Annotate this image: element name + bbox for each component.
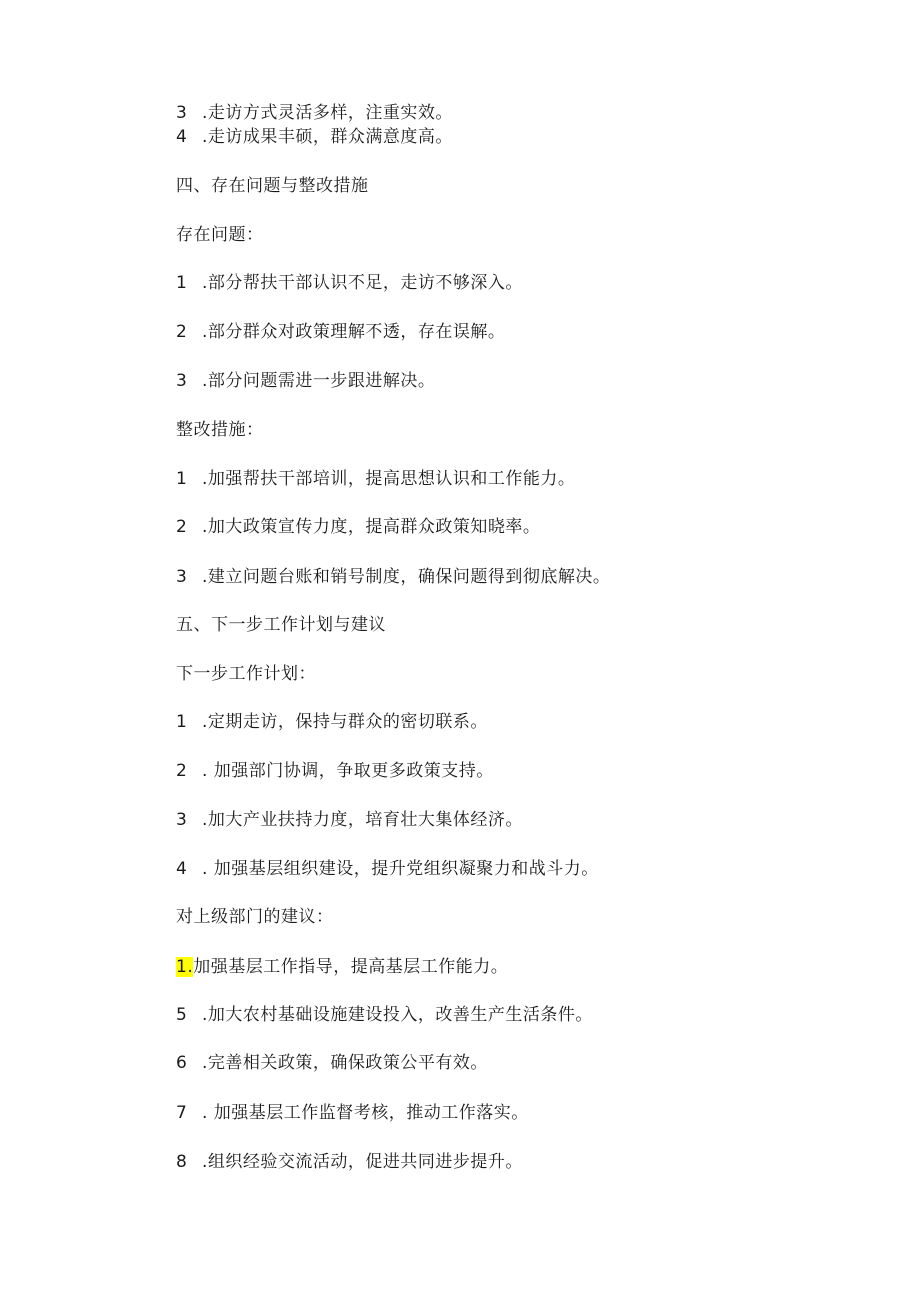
- item-text: .部分群众对政策理解不透，存在误解。: [202, 322, 506, 342]
- heading-text: 五、下一步工作计划与建议: [176, 615, 386, 635]
- list-item: [176, 760, 494, 782]
- item-number: 2: [176, 517, 188, 537]
- list-item: [176, 370, 435, 392]
- item-number: 1: [176, 273, 188, 293]
- list-item: [176, 126, 453, 148]
- item-number: 4: [176, 127, 188, 147]
- list-item: [176, 858, 599, 880]
- item-text: .加大政策宣传力度，提高群众政策知晓率。: [202, 517, 541, 537]
- list-item: [176, 956, 508, 978]
- label-text: 对上级部门的建议：: [176, 907, 334, 927]
- item-text: .组织经验交流活动，促进共同进步提升。: [202, 1152, 523, 1172]
- item-number: 3: [176, 810, 188, 830]
- list-item: [176, 1052, 488, 1074]
- item-number: 4: [176, 859, 188, 879]
- item-number: 3: [176, 567, 188, 587]
- item-text: 加强基层工作指导，提高基层工作能力。: [193, 957, 509, 977]
- list-item: [176, 1004, 593, 1026]
- list-item: [176, 566, 610, 588]
- item-text: . 加强基层工作监督考核，推动工作落实。: [202, 1103, 529, 1123]
- item-number: 6: [176, 1053, 188, 1073]
- list-item: [176, 711, 488, 733]
- label-text: 整改措施：: [176, 420, 264, 440]
- subsection-label: [176, 906, 334, 928]
- list-item: [176, 102, 453, 124]
- item-number: 3: [176, 103, 188, 123]
- item-number: 1: [176, 469, 188, 489]
- list-item: [176, 321, 505, 343]
- section-heading: [176, 175, 369, 197]
- item-text: .完善相关政策，确保政策公平有效。: [202, 1053, 488, 1073]
- item-number: 3: [176, 371, 188, 391]
- item-text: .建立问题台账和销号制度，确保问题得到彻底解决。: [202, 567, 611, 587]
- item-number: 2: [176, 322, 188, 342]
- item-text: .走访成果丰硕，群众满意度高。: [202, 127, 453, 147]
- list-item: [176, 516, 540, 538]
- heading-text: 四、存在问题与整改措施: [176, 176, 369, 196]
- list-item: [176, 809, 523, 831]
- item-text: . 加强部门协调，争取更多政策支持。: [202, 761, 494, 781]
- subsection-label: [176, 224, 264, 246]
- section-heading: [176, 614, 386, 636]
- list-item: [176, 272, 523, 294]
- item-text: .走访方式灵活多样，注重实效。: [202, 103, 453, 123]
- item-text: .加大农村基础设施建设投入，改善生产生活条件。: [202, 1005, 593, 1025]
- label-text: 存在问题：: [176, 225, 264, 245]
- item-number: 8: [176, 1152, 188, 1172]
- item-number: 7: [176, 1103, 188, 1123]
- item-text: .加大产业扶持力度，培育壮大集体经济。: [202, 810, 523, 830]
- item-text: .部分帮扶干部认识不足，走访不够深入。: [202, 273, 523, 293]
- subsection-label: [176, 419, 264, 441]
- item-number: 2: [176, 761, 188, 781]
- list-item: [176, 468, 575, 490]
- item-text: . 加强基层组织建设，提升党组织凝聚力和战斗力。: [202, 859, 599, 879]
- label-text: 下一步工作计划：: [176, 664, 316, 684]
- item-text: .定期走访，保持与群众的密切联系。: [202, 712, 488, 732]
- list-item: [176, 1102, 529, 1124]
- item-text: .加强帮扶干部培训，提高思想认识和工作能力。: [202, 469, 576, 489]
- highlighted-item-number: 1.: [176, 957, 194, 977]
- item-number: 5: [176, 1005, 188, 1025]
- item-number: 1: [176, 712, 188, 732]
- item-text: .部分问题需进一步跟进解决。: [202, 371, 436, 391]
- list-item: [176, 1151, 523, 1173]
- subsection-label: [176, 663, 316, 685]
